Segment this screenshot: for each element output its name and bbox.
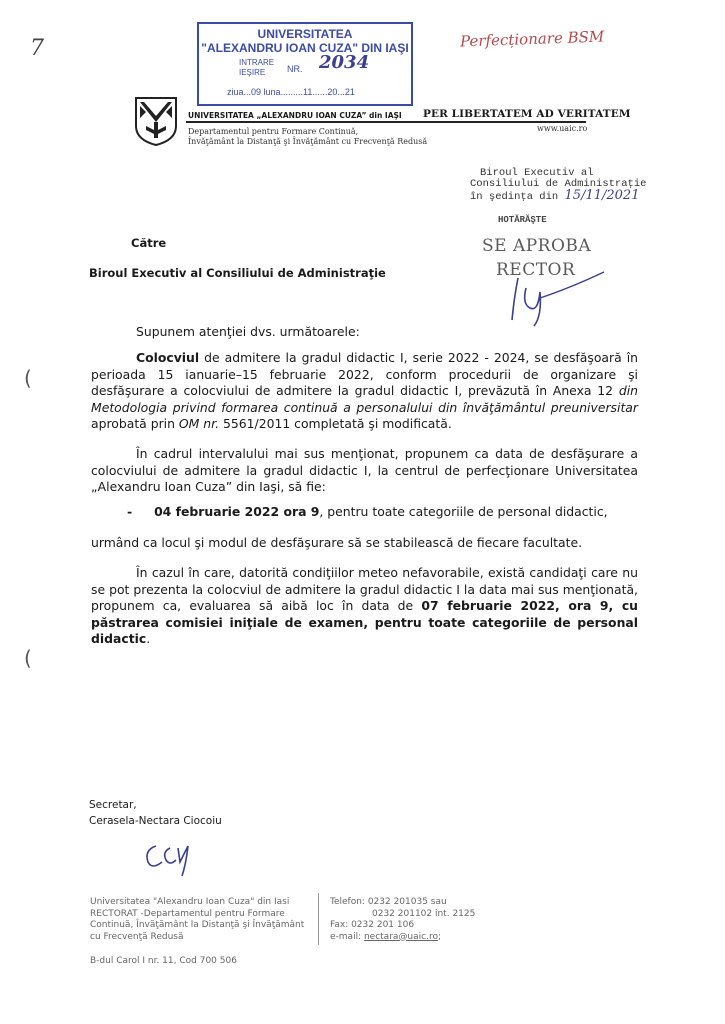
p4-end: . bbox=[146, 631, 151, 646]
addressee-name: Biroul Executiv al Consiliului de Administraţie bbox=[89, 266, 386, 280]
approval-stamp-rector: RECTOR bbox=[496, 260, 576, 280]
margin-number-mark: 7 bbox=[30, 36, 44, 61]
footer-email-label: e-mail: bbox=[330, 931, 364, 942]
decision-line-3 bbox=[470, 190, 646, 203]
paragraph-proposal: În cadrul intervalului mai sus menţionat, propunem ca data de desfăşurare a colocviului de admitere la gradul didactic I, la centrul de perfecţionare Universitatea „Alexandru Ioan Cuza” din Iaşi, să fie: bbox=[91, 446, 638, 494]
p1-italic: din Metodologia privind formarea continuă a personalului din învăţământul preuniversitar bbox=[91, 383, 638, 415]
footer-left-line-2: RECTORAT -Departamentul pentru Formare bbox=[90, 908, 285, 919]
margin-punch-mark: ( bbox=[24, 366, 32, 390]
decision-block bbox=[470, 168, 646, 203]
decision-line-1: Biroul Executiv al bbox=[480, 167, 594, 179]
footer-phone-2: 0232 201102 int. 2125 bbox=[372, 908, 476, 919]
stamp-intrare: INTRARE bbox=[239, 58, 275, 67]
bullet-mark: - bbox=[127, 504, 133, 519]
footer-address: B-dul Carol I nr. 11, Cod 700 506 bbox=[90, 956, 237, 966]
stamp-nr-label: NR. bbox=[287, 64, 303, 74]
stamp-date-line: ziua...09 luna.........11......20...21 bbox=[227, 87, 355, 97]
registration-stamp bbox=[197, 22, 413, 106]
footer-email-link[interactable]: nectara@uaic.ro bbox=[363, 931, 438, 942]
header-motto: PER LIBERTATEM AD VERITATEM bbox=[423, 108, 631, 120]
decision-date-handwritten: 15/11/2021 bbox=[564, 188, 640, 203]
approval-stamp-text: SE APROBA bbox=[482, 236, 592, 256]
footer-divider bbox=[318, 893, 319, 945]
decision-date-label: în şedinţa din bbox=[470, 191, 559, 203]
stamp-line-2: "ALEXANDRU IOAN CUZA" DIN IAŞI bbox=[201, 41, 409, 55]
footer-left bbox=[90, 897, 310, 943]
p1-italic-2: OM nr. bbox=[178, 416, 220, 431]
bullet-date bbox=[127, 504, 608, 519]
footer-right bbox=[330, 897, 530, 943]
p1-bold: Colocviul bbox=[136, 350, 200, 365]
footer-left-line-1: Universitatea "Alexandru Ioan Cuza" din Iasi bbox=[90, 897, 290, 907]
rector-signature-icon bbox=[500, 268, 610, 328]
header-university-name: UNIVERSITATEA „ALEXANDRU IOAN CUZA” din IAŞI bbox=[188, 111, 402, 120]
signature-name: Cerasela-Nectara Ciocoiu bbox=[89, 815, 222, 827]
signature-title: Secretar, bbox=[89, 799, 137, 811]
margin-punch-mark: ( bbox=[24, 646, 32, 670]
stamp-line-1: UNIVERSITATEA bbox=[257, 27, 353, 41]
stamp-nr-value: 2034 bbox=[319, 52, 370, 73]
handwritten-annotation-top: Perfecționare BSM bbox=[459, 27, 605, 51]
university-logo-icon bbox=[134, 96, 178, 146]
footer-email-suffix: ; bbox=[437, 931, 442, 942]
paragraph-colocviu bbox=[91, 350, 638, 433]
intro-paragraph: Supunem atenţiei dvs. următoarele: bbox=[136, 324, 360, 339]
header-website: www.uaic.ro bbox=[537, 124, 588, 133]
footer-left-line-4: cu Frecvenţă Redusă bbox=[90, 931, 184, 942]
header-department-line-1: Departamentul pentru Formare Continuă, bbox=[188, 127, 359, 136]
paragraph-weather bbox=[91, 565, 638, 648]
bullet-bold-date: 04 februarie 2022 ora 9 bbox=[154, 504, 320, 519]
stamp-iesire: IEŞIRE bbox=[239, 68, 266, 77]
footer-left-line-3: Continuă, Învăţământ la Distanţă şi Învăţământ bbox=[90, 920, 305, 930]
paragraph-location: urmând ca locul şi modul de desfăşurare să se stabilească de fiecare facultate. bbox=[91, 535, 583, 550]
decision-line-2: Consiliului de Administraţie bbox=[470, 178, 647, 190]
footer-phone-1: Telefon: 0232 201035 sau bbox=[330, 897, 447, 907]
p4-text: În cazul în care, datorită condiţiilor meteo nefavorabile, există candidaţi care nu se pot prezenta la colocviul de admitere la gradul didactic I la data mai sus menţionată, propunem ca, evaluarea să aibă loc în data de bbox=[91, 565, 638, 613]
p1-text-1: de admitere la gradul didactic I, serie 2022 - 2024, se desfăşoară în perioada 15 ianuarie–15 februarie 2022, conform procedurii de organizare şi desfăşurare a colocviului de admitere la gradul didactic I, prevăzută în Anexa 12 bbox=[91, 350, 638, 398]
bullet-rest: , pentru toate categoriile de personal didactic, bbox=[319, 504, 608, 519]
footer-fax: Fax: 0232 201 106 bbox=[330, 920, 415, 930]
p1-text-2: aprobată prin bbox=[91, 416, 179, 431]
header-divider bbox=[186, 121, 586, 123]
addressee-label: Către bbox=[131, 236, 167, 250]
p1-text-3: 5561/2011 completată şi modificată. bbox=[219, 416, 452, 431]
p4-bold: 07 februarie 2022, ora 9, cu păstrarea comisiei iniţiale de examen, pentru toate categoriile de personal didactic bbox=[91, 598, 638, 646]
header-department-line-2: Învăţământ la Distanţă şi Învăţământ cu Frecvenţă Redusă bbox=[188, 137, 428, 146]
footer-email-row bbox=[330, 932, 530, 944]
decision-hotaraste: HOTĂRĂŞTE bbox=[498, 215, 547, 225]
secretary-signature-icon bbox=[140, 836, 200, 880]
